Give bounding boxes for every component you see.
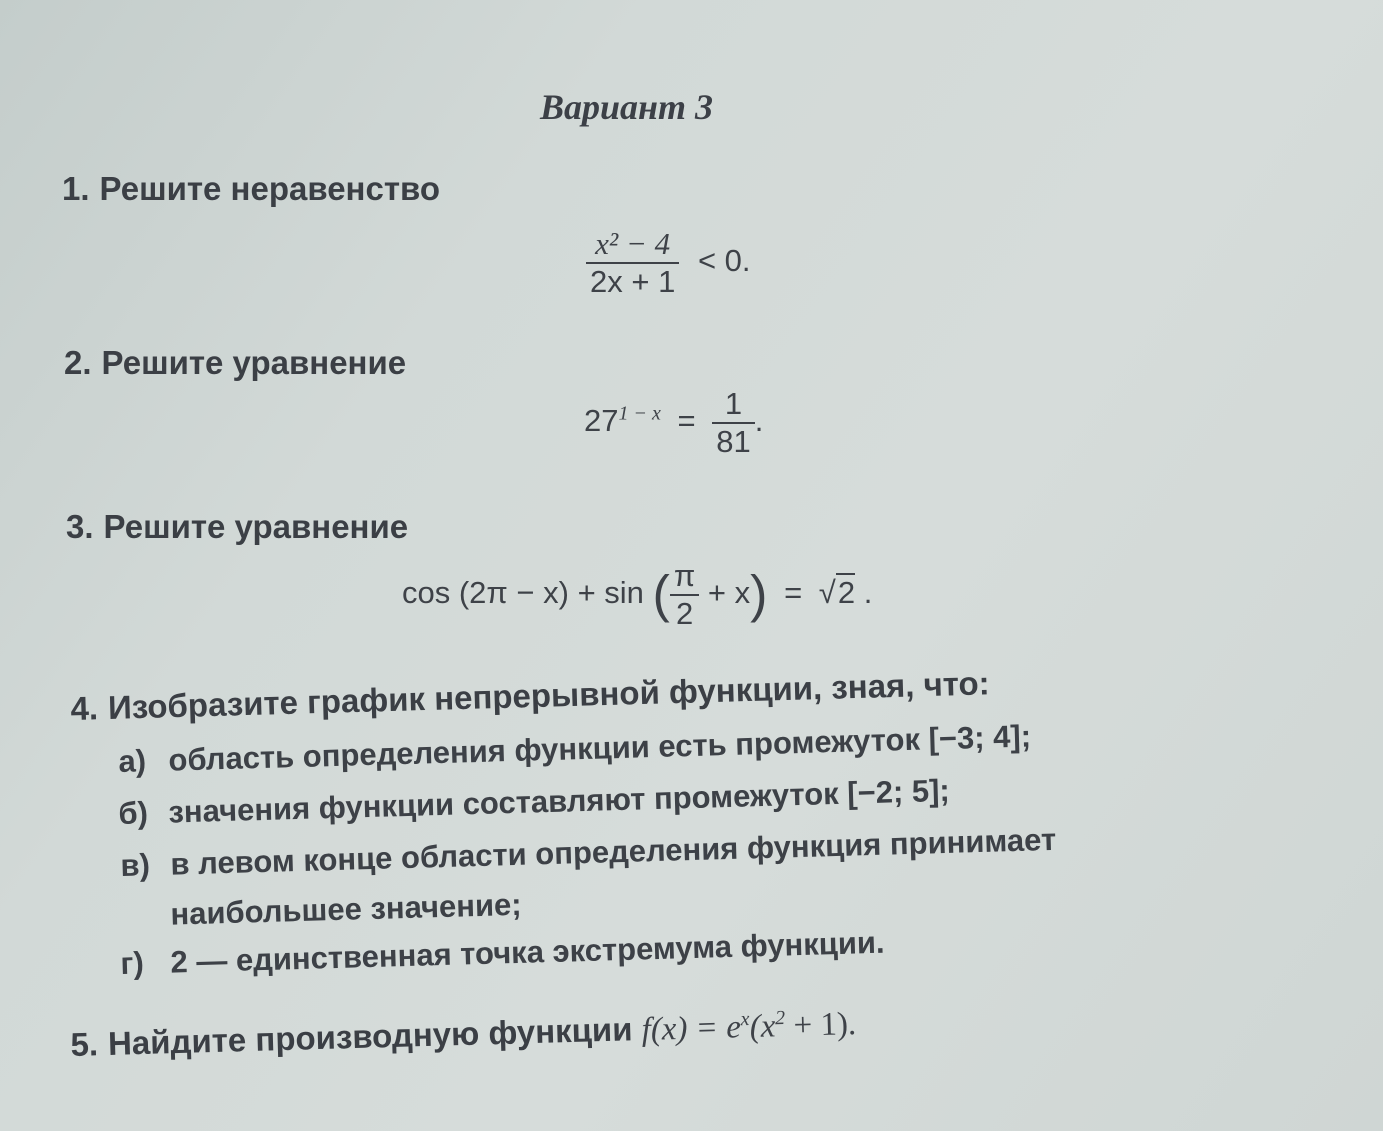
task-5-function <box>641 1006 857 1048</box>
task-2-equation <box>584 386 763 459</box>
task-4-item-c-cont <box>120 887 522 934</box>
item-b-label: б) <box>118 795 149 831</box>
task-5-number: 5. <box>70 1025 99 1063</box>
item-c-text: в левом конце области определения функция принимает <box>169 821 1057 882</box>
task-2-equals: = <box>677 402 696 438</box>
task-2-heading <box>64 344 406 382</box>
sqrt-expression <box>819 575 855 611</box>
task-2-exponent: 1 − x <box>618 402 661 425</box>
task-4-item-c <box>120 822 1057 884</box>
item-c-cont-label <box>121 925 171 926</box>
task-1-fraction <box>586 226 679 299</box>
task-1-numerator: x² − 4 <box>586 226 679 264</box>
item-d-label: г) <box>120 945 145 981</box>
task-3-number: 3. <box>66 508 94 545</box>
right-paren: ) <box>750 565 768 624</box>
task-5-rest: (x <box>749 1008 776 1046</box>
task-3-left: cos (2π − x) + sin <box>402 574 644 610</box>
task-4-item-a <box>118 719 1032 780</box>
item-b-text: значения функции составляют промежуток [−2; 5]; <box>167 772 951 830</box>
task-4-heading <box>70 664 990 728</box>
item-d-text: 2 — единственная точка экстремума функции. <box>169 924 885 980</box>
task-4-number: 4. <box>70 689 99 727</box>
task-2-period: . <box>754 402 764 438</box>
task-2-base: 27 <box>584 402 619 438</box>
item-a-label: а) <box>118 743 147 779</box>
task-3-equals: = <box>784 574 803 610</box>
task-1-text: Решите неравенство <box>99 170 441 207</box>
item-c-label: в) <box>120 847 151 883</box>
task-3-inner: + x <box>707 574 751 610</box>
task-3-two: 2 <box>675 595 694 631</box>
task-4-item-b <box>118 773 950 832</box>
task-5-exp: x <box>740 1008 750 1031</box>
item-c-cont-text: наибольшее значение; <box>169 886 523 932</box>
task-5-square: 2 <box>774 1007 786 1030</box>
task-4-text: Изобразите график непрерывной функции, зная, что: <box>107 664 991 726</box>
task-3-equation <box>402 558 872 631</box>
task-2-denominator: 81 <box>716 423 751 459</box>
task-5-heading <box>70 1004 857 1065</box>
left-paren: ( <box>652 565 670 624</box>
sqrt-symbol: √ <box>818 574 836 610</box>
task-1-heading <box>62 170 440 208</box>
task-2-text: Решите уравнение <box>101 344 407 381</box>
task-5-text: Найдите производную функции <box>107 1010 633 1062</box>
task-5-tail: + 1). <box>784 1006 857 1045</box>
task-1-relation: < 0. <box>697 242 751 278</box>
task-4-item-d <box>120 925 885 982</box>
task-2-fraction <box>712 386 754 459</box>
item-a-text: область определения функции есть промежуток [−3; 4]; <box>167 718 1032 778</box>
variant-title: Вариант 3 <box>540 87 714 127</box>
task-1-number: 1. <box>62 170 90 207</box>
task-2-numerator: 1 <box>712 386 754 424</box>
task-3-heading <box>66 508 408 546</box>
task-3-period: . <box>863 574 873 610</box>
task-3-text: Решите уравнение <box>103 508 409 545</box>
task-3-pi: π <box>670 558 699 596</box>
task-3-fraction <box>670 558 699 631</box>
task-1-inequality <box>586 226 751 299</box>
task-5-f: f(x) = e <box>641 1009 742 1049</box>
task-2-number: 2. <box>64 344 92 381</box>
sqrt-value: 2 <box>837 574 856 610</box>
task-1-denominator: 2x + 1 <box>590 263 676 299</box>
